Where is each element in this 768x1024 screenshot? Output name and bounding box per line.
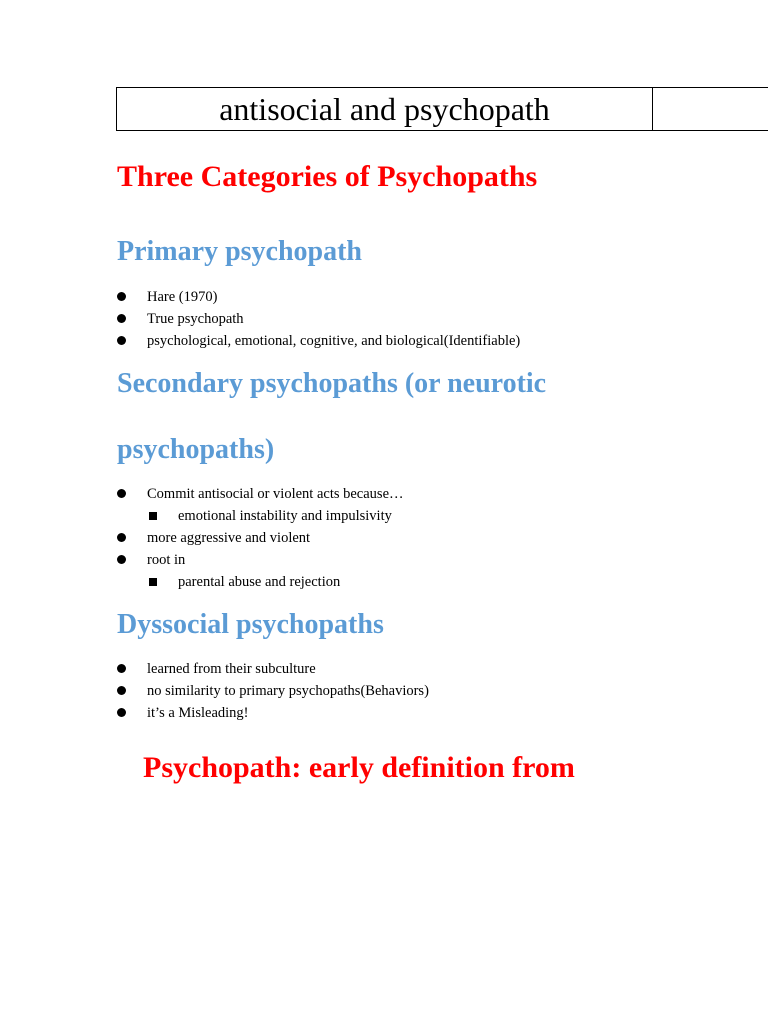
main-heading: Three Categories of Psychopaths: [117, 160, 538, 193]
list-item: root in: [117, 549, 404, 571]
list-item: Commit antisocial or violent acts because…: [117, 483, 404, 505]
section-heading-dyssocial: Dyssocial psychopaths: [117, 609, 384, 640]
bullet-icon: [117, 708, 126, 717]
list-item: True psychopath: [117, 308, 520, 330]
bullet-icon: [117, 489, 126, 498]
primary-list: [117, 286, 520, 352]
bullet-icon: [117, 555, 126, 564]
sub-list-item: emotional instability and impulsivity: [117, 505, 404, 527]
square-bullet-icon: [149, 512, 157, 520]
dyssocial-list: [117, 658, 429, 724]
list-item: learned from their subculture: [117, 658, 429, 680]
bullet-icon: [117, 292, 126, 301]
bullet-icon: [117, 686, 126, 695]
sub-list-item: parental abuse and rejection: [117, 571, 404, 593]
section-heading-secondary-line1: Secondary psychopaths (or neurotic: [117, 368, 547, 399]
section-heading-primary: Primary psychopath: [117, 236, 362, 267]
bullet-icon: [117, 533, 126, 542]
list-item: no similarity to primary psychopaths(Behaviors): [117, 680, 429, 702]
header-title: antisocial and psychopath: [117, 88, 653, 130]
section-heading-secondary-line2: psychopaths): [117, 434, 275, 465]
bullet-icon: [117, 336, 126, 345]
header-table: [116, 87, 768, 131]
footer-heading: Psychopath: early definition from: [143, 751, 575, 784]
list-item: more aggressive and violent: [117, 527, 404, 549]
bullet-icon: [117, 314, 126, 323]
list-item: Hare (1970): [117, 286, 520, 308]
header-empty-cell: [653, 88, 768, 130]
secondary-list: [117, 483, 404, 593]
list-item: it’s a Misleading!: [117, 702, 429, 724]
bullet-icon: [117, 664, 126, 673]
list-item: psychological, emotional, cognitive, and biological(Identifiable): [117, 330, 520, 352]
square-bullet-icon: [149, 578, 157, 586]
